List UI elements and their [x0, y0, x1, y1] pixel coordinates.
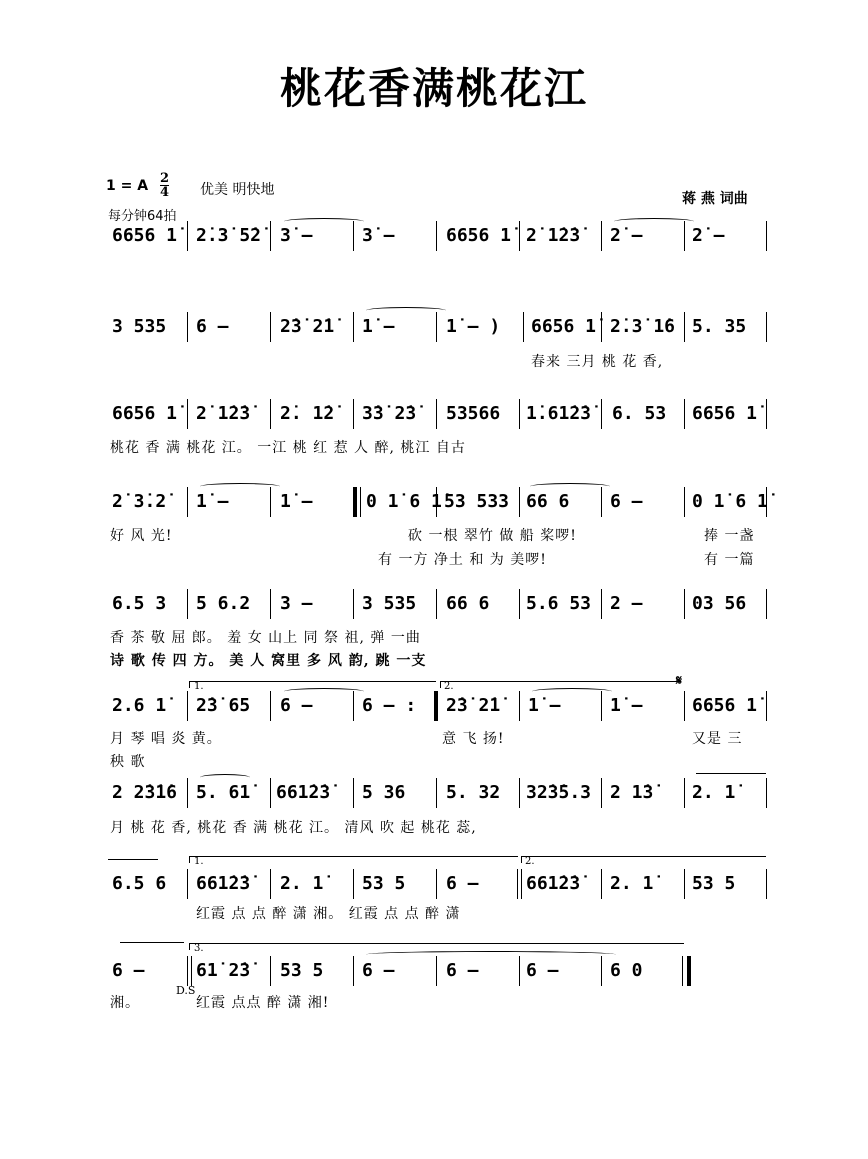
measure: 5. 32: [446, 782, 501, 803]
measure: 6 –: [196, 316, 229, 337]
measure: 2̇. 1̇2̇: [280, 403, 335, 424]
measure: 5. 61̇: [196, 782, 251, 803]
lyric-line: 有 一方 净土 和 为 美啰!: [378, 552, 547, 568]
tempo-marking: 优美 明快地: [200, 182, 275, 198]
measure: 2̇ 1̇2̇3̇: [196, 403, 251, 424]
lyric-line: 砍 一根 翠竹 做 船 桨啰!: [408, 528, 577, 544]
measure: 1̇ – ): [446, 316, 501, 337]
measure: 6656 1̇: [692, 695, 758, 716]
measure: 3̇ –: [280, 225, 313, 246]
measure: 2.6 1̇: [112, 695, 167, 716]
measure: 661̇2̇3̇: [526, 873, 581, 894]
song-title: 桃花香满桃花江: [279, 64, 588, 113]
measure: 3 –: [280, 593, 313, 614]
measure: 2. 1̇: [692, 782, 736, 803]
measure: 53566: [446, 403, 501, 424]
lyric-line: 春来 三月 桃 花 香,: [531, 354, 664, 370]
measure: 61̇ 2̇3̇: [196, 960, 251, 981]
measure: 53 5: [692, 873, 736, 894]
measure: 2. 1̇: [280, 873, 324, 894]
measure: 2 1̇3̇: [610, 782, 654, 803]
measure: 6 –: [446, 960, 479, 981]
measure: 32̇3̇5.3: [526, 782, 592, 803]
measure: 2̇ 1̇2̇3̇: [526, 225, 581, 246]
ds-marking: D.S: [176, 984, 196, 997]
measure: 6 0: [610, 960, 643, 981]
measure: 3 535: [112, 316, 167, 337]
measure: 5.6 53: [526, 593, 592, 614]
measure: 0 1̇ 6 1̇: [692, 491, 768, 512]
measure: 53 5: [280, 960, 324, 981]
measure: 6 –: [446, 873, 479, 894]
bpm-marking: 每分钟64拍: [108, 209, 177, 224]
time-sig-bottom: 4: [160, 185, 170, 200]
measure: 2̇3̇ 2̇1̇: [280, 316, 335, 337]
measure: 6. 53: [612, 403, 667, 424]
measure: 3 535: [362, 593, 417, 614]
measure: 2̇ 3̇.2̇: [112, 491, 167, 512]
segno-sign: 𝄋: [676, 673, 683, 689]
measure: 6 –: [112, 960, 145, 981]
measure: 6 –: [526, 960, 559, 981]
measure: 6 – :: [362, 695, 417, 716]
measure: 6656 1̇: [112, 403, 178, 424]
measure: 1̇ –: [196, 491, 229, 512]
volta-2: 2.: [444, 681, 454, 692]
volta-1: 1.: [194, 681, 204, 692]
measure: 1̇.61̇2̇3̇: [526, 403, 592, 424]
lyric-line: 香 茶 敬 屈 郎。 羞 女 山上 同 祭 祖, 弹 一曲: [110, 630, 421, 646]
lyric-line: 捧 一盏: [704, 528, 755, 544]
time-sig-top: 2: [160, 171, 170, 186]
measure: 53 5: [362, 873, 406, 894]
volta-2: 2.: [525, 856, 535, 867]
measure: 1̇ –: [528, 695, 561, 716]
lyric-line: 意 飞 扬!: [442, 731, 505, 747]
lyric-line: 好 风 光!: [110, 528, 173, 544]
measure: 6.5 6: [112, 873, 167, 894]
lyric-line: 月 琴 唱 炎 黄。: [110, 731, 222, 747]
lyric-line: 有 一篇: [704, 552, 755, 568]
measure: 2̇.3̇ 1̇6: [610, 316, 676, 337]
measure: 3̇3̇ 2̇3̇: [362, 403, 417, 424]
measure: 5 6.2: [196, 593, 251, 614]
key-signature: 1 = A: [106, 178, 149, 194]
lyric-line: 红霞 点 点 醉 潇 湘。 红霞 点 点 醉 潇: [196, 906, 461, 922]
measure: 661̇2̇3̇: [196, 873, 251, 894]
measure: 1̇ –: [362, 316, 395, 337]
measure: 1̇ –: [280, 491, 313, 512]
measure: 2 2̇3̇1̇6: [112, 782, 178, 803]
measure: 66 6: [446, 593, 490, 614]
measure: 3̇ –: [362, 225, 395, 246]
lyric-line: 又是 三: [692, 731, 743, 747]
measure: 0 1̇ 6 1̇: [366, 491, 442, 512]
measure: 6 –: [362, 960, 395, 981]
measure: 6656 1̇: [531, 316, 597, 337]
measure: 6656 1̇: [112, 225, 178, 246]
volta-3: 3.: [194, 943, 204, 954]
measure: 2 –: [610, 593, 643, 614]
measure: 66 6: [526, 491, 570, 512]
measure: 5. 35: [692, 316, 747, 337]
measure: 5 36: [362, 782, 406, 803]
time-signature: [160, 172, 169, 199]
measure: 6.5 3: [112, 593, 167, 614]
measure: 2̇ –: [610, 225, 643, 246]
measure: 2̇.3̇ 5̇2̇: [196, 225, 262, 246]
lyric-line: 湘。: [110, 995, 140, 1011]
measure: 6 –: [610, 491, 643, 512]
lyric-line: 诗 歌 传 四 方。 美 人 窝里 多 风 韵, 跳 一支: [110, 653, 427, 669]
lyric-line: 红霞 点点 醉 潇 湘!: [196, 995, 330, 1011]
measure: 6 –: [280, 695, 313, 716]
measure: 1̇ –: [610, 695, 643, 716]
credit: 蒋 燕 词曲: [682, 191, 748, 207]
lyric-line: 月 桃 花 香, 桃花 香 满 桃花 江。 清风 吹 起 桃花 蕊,: [110, 820, 477, 836]
measure: 2̇ –: [692, 225, 725, 246]
lyric-line: 桃花 香 满 桃花 江。 一江 桃 红 惹 人 醉, 桃江 自古: [110, 440, 466, 456]
measure: 6656 1̇: [446, 225, 512, 246]
measure: 2. 1̇: [610, 873, 654, 894]
measure: 2̇3̇ 2̇1̇: [446, 695, 501, 716]
measure: 661̇2̇3̇: [276, 782, 331, 803]
measure: 2̇3̇ 65: [196, 695, 251, 716]
measure: 53 533: [444, 491, 510, 512]
measure: 6656 1̇: [692, 403, 758, 424]
volta-1: 1.: [194, 856, 204, 867]
lyric-line: 秧 歌: [110, 754, 146, 770]
measure: 03 56: [692, 593, 747, 614]
